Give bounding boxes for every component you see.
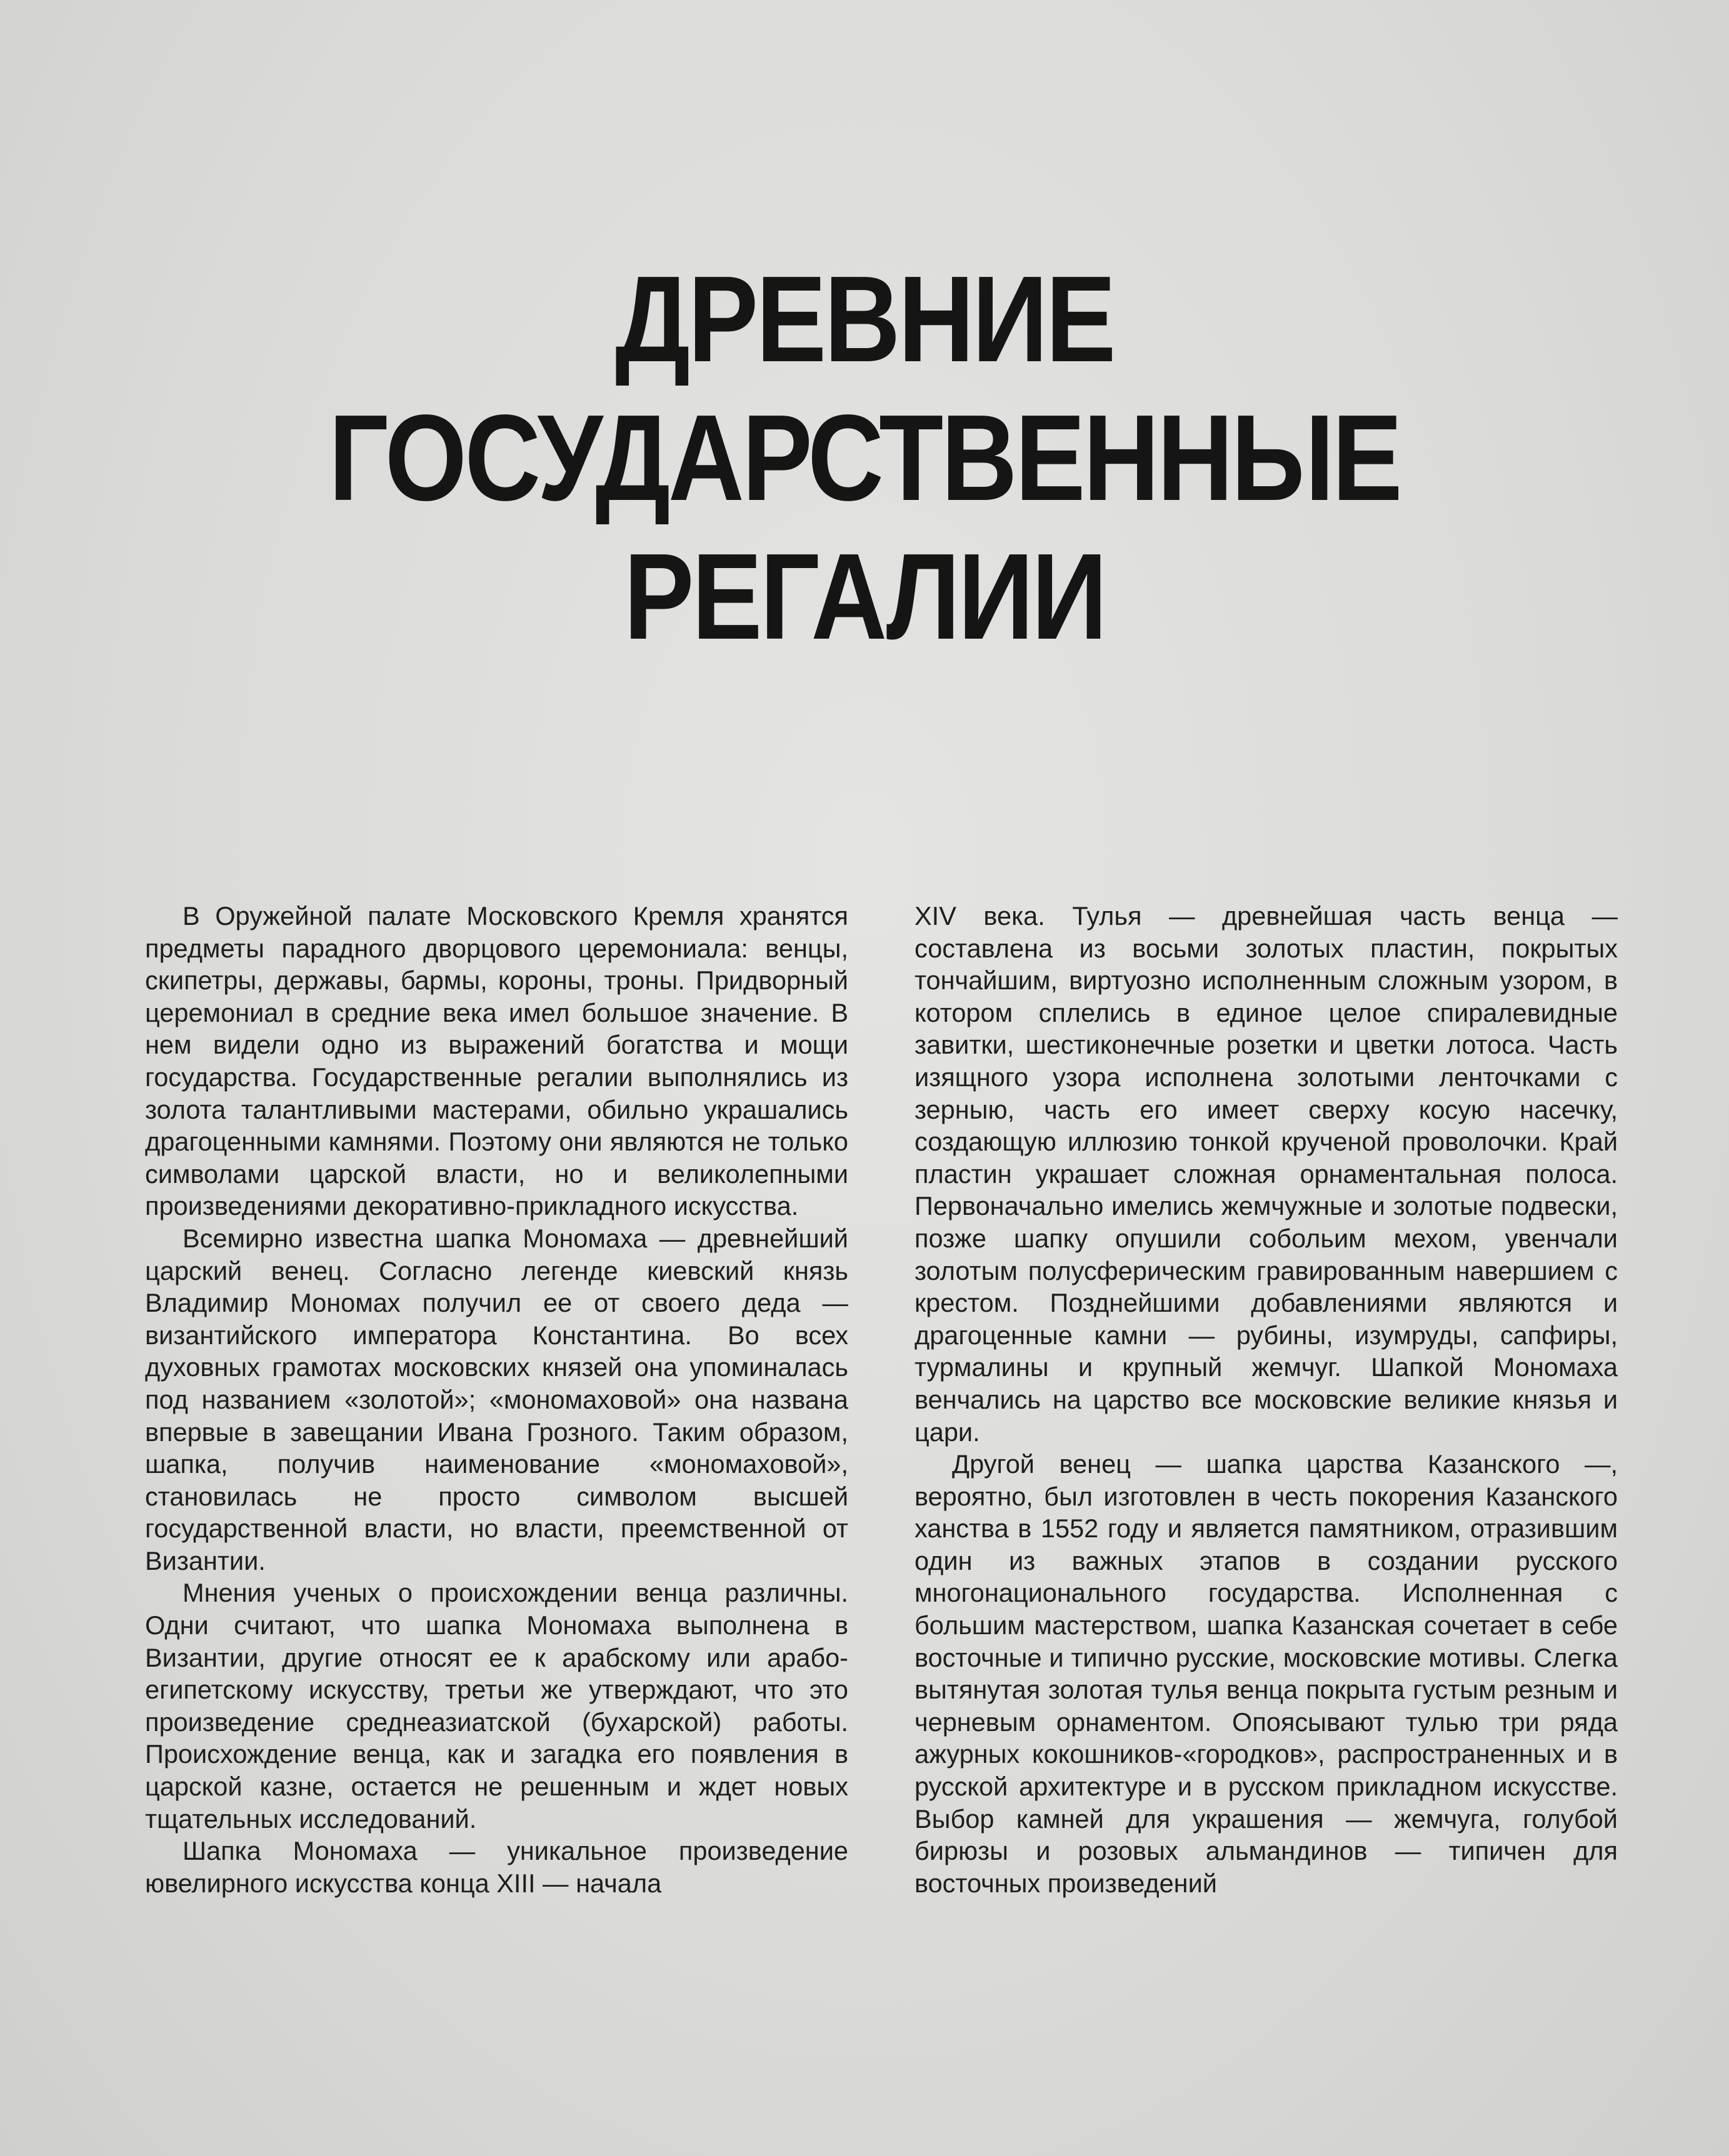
paragraph: Мнения ученых о происхождении венца различны. Одни считают, что шапка Мономаха выполнена в Византии, другие относят ее к арабскому или арабо-египетскому искусству, третьи же утверждают, что это произведение среднеазиатской (бухарской) работы. Происхождение венца, как и загадка его появления в царской казне, остается не решенным и ждет новых тщательных исследований. [145, 1578, 848, 1834]
paragraph: В Оружейной палате Московского Кремля хранятся предметы парадного дворцового церемониала: венцы, скипетры, державы, бармы, короны, троны. Придворный церемониал в средние века имел большое значение. В нем видели одно из выражений богатства и мощи государства. Государственные регалии выполнялись из золота талантливыми мастерами, обильно украшались драгоценными камнями. Поэтому они являются не только символами царской власти, но и великолепными произведениями декоративно-прикладного искусства. [145, 901, 848, 1221]
title-line-1: ДРЕВНИЕ [615, 251, 1114, 387]
text-column-left [145, 900, 848, 1899]
page-title [121, 250, 1608, 666]
paragraph: Другой венец — шапка царства Казанского —, вероятно, был изготовлен в честь покорения Казанского ханства в 1552 году и является памятником, отразившим один из важных этапов в создании русского многонационального государства. Исполненная с большим мастерством, шапка Казанская сочетает в себе восточные и типично русские, московские мотивы. Слегка вытянутая золотая тулья венца покрыта густым резным и черневым орнаментом. Опоясывают тулью три ряда ажурных кокошников-«городков», распространенных и в русской архитектуре и в русском прикладном искусстве. Выбор камней для украшения — жемчуга, голубой бирюзы и розовых альмандинов — типичен для восточных произведений [915, 1449, 1618, 1898]
text-column-right [915, 900, 1618, 1899]
title-line-3: РЕГАЛИИ [623, 528, 1106, 665]
paragraph: Всемирно известна шапка Мономаха — древнейший царский венец. Согласно легенде киевский князь Владимир Мономах получил ее от своего деда — византийского императора Константина. Во всех духовных грамотах московских князей она упоминалась под названием «золотой»; «мономаховой» она названа впервые в завещании Ивана Грозного. Таким образом, шапка, получив наименование «мономаховой», становилась не просто символом высшей государственной власти, но власти, преемственной от Византии. [145, 1223, 848, 1575]
paragraph: XIV века. Тулья — древнейшая часть венца — составлена из восьми золотых пластин, покрытых тончайшим, виртуозно исполненным сложным узором, в котором сплелись в единое целое спиралевидные завитки, шестиконечные розетки и цветки лотоса. Часть изящного узора исполнена золотыми ленточками с зерныю, часть его имеет сверху косую насечку, создающую иллюзию тонкой крученой проволочки. Край пластин украшает сложная орнаментальная полоса. Первоначально имелись жемчужные и золотые подвески, позже шапку опушили собольим мехом, увенчали золотым полусферическим гравированным навершием с крестом. Позднейшими добавлениями являются и драгоценные камни — рубины, изумруды, сапфиры, турмалины и крупный жемчуг. Шапкой Мономаха венчались на царство все московские великие князья и цари. [915, 901, 1618, 1447]
paragraph: Шапка Мономаха — уникальное произведение ювелирного искусства конца XIII — начала [145, 1836, 848, 1898]
title-line-2: ГОСУДАРСТВЕННЫЕ [328, 389, 1401, 526]
